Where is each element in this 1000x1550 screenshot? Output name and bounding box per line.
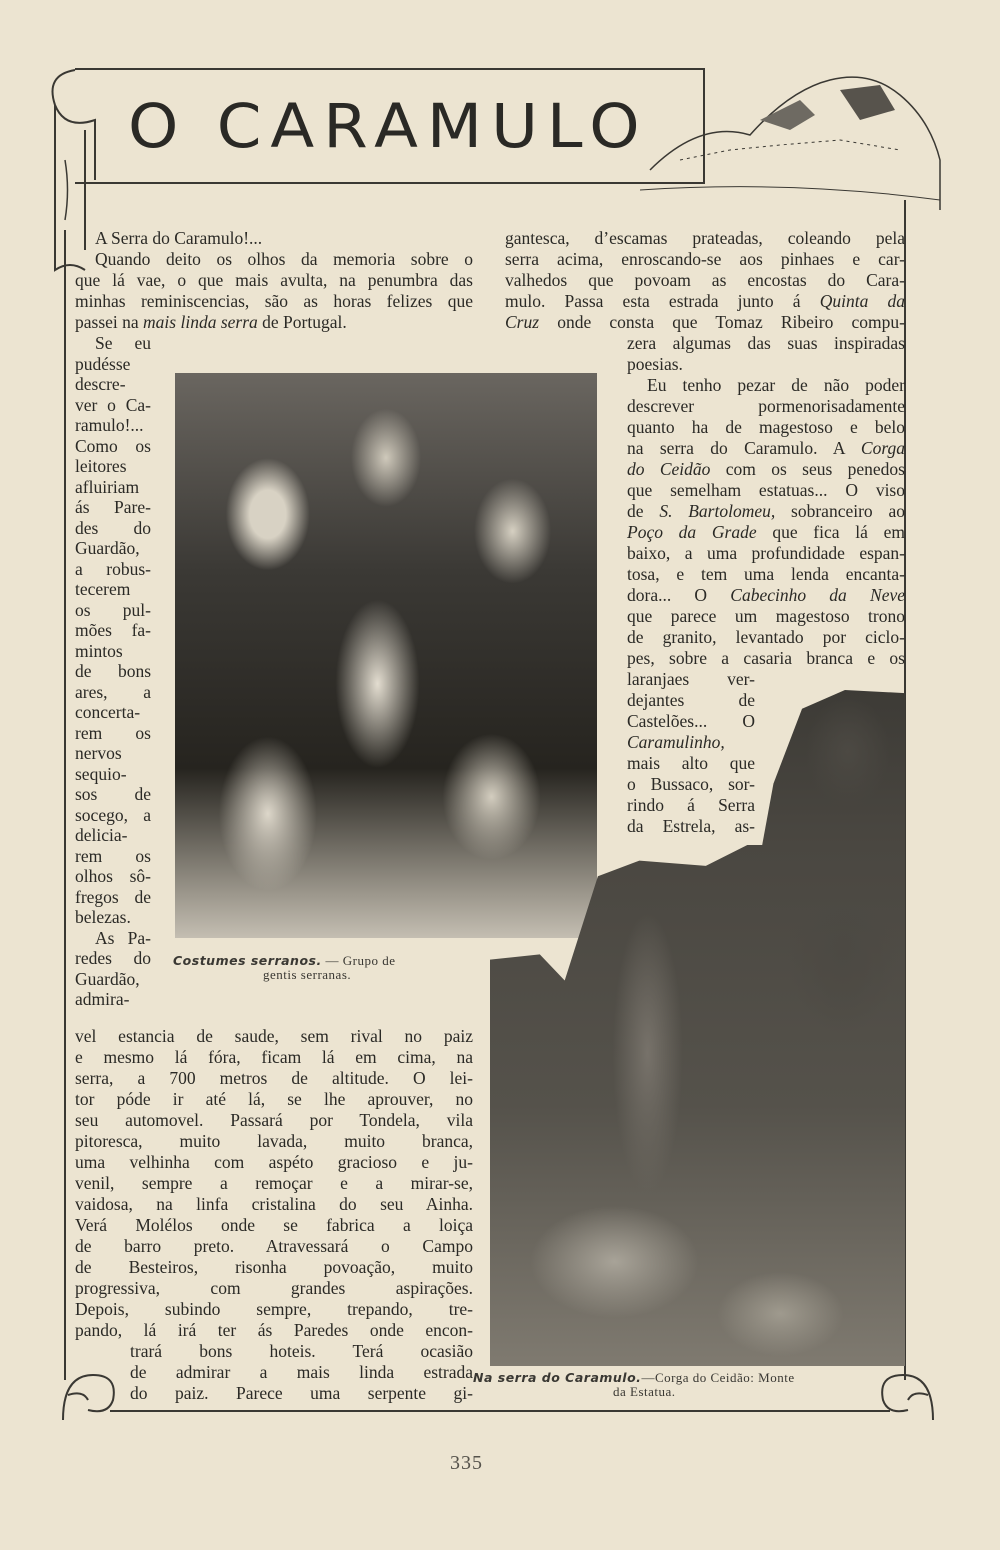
text-segment: dora... O <box>627 585 731 605</box>
text-line: concerta- <box>75 702 141 722</box>
text-line: venil, sempre a remoçar e a mirar-se, <box>75 1173 473 1193</box>
text-line: Se eu <box>95 333 151 353</box>
text-line <box>505 312 905 333</box>
text-line: leitores <box>75 456 127 476</box>
text-line: rem os <box>75 722 151 743</box>
text-line: Verá Molélos onde se fabrica a loiça <box>75 1215 473 1235</box>
caption-costumes-bold: Costumes serranos. <box>173 953 322 968</box>
text-line: rem os <box>75 845 151 866</box>
corner-ornament-icon <box>868 1365 938 1425</box>
text-line: Eu tenho pezar de não poder <box>647 375 905 395</box>
text-line: ares, a <box>75 681 151 702</box>
text-line: Quando deito os olhos da memoria sobre o <box>95 249 473 269</box>
text-line: sequio- <box>75 763 127 784</box>
text-line: belezas. <box>75 907 131 927</box>
corner-ornament-icon <box>58 1365 128 1425</box>
text-line: socego, a <box>75 804 151 825</box>
text-line: Como os <box>75 435 151 456</box>
text-line: trará bons hoteis. Terá ocasião <box>130 1341 473 1361</box>
text-line: mões fa- <box>75 620 151 640</box>
text-line: serra acima, enroscando-se aos pinhaes e car- <box>505 249 905 269</box>
text-line: nervos <box>75 743 122 763</box>
text-segment: onde consta que Tomaz Ribeiro compu- <box>539 312 905 332</box>
text-line: de Besteiros, risonha povoação, muito <box>75 1257 473 1277</box>
text-line: rindo á Serra <box>627 795 755 815</box>
text-line: de bons <box>75 661 151 681</box>
text-line: que parece um magestoso trono <box>627 606 905 626</box>
text-segment: na serra do Caramulo. A <box>627 438 861 458</box>
text-line: ramulo!... <box>75 415 144 435</box>
text-line: de granito, levantado por ciclo- <box>627 627 905 647</box>
text-line: do paiz. Parece uma serpente gi- <box>130 1383 473 1403</box>
text-line: mintos <box>75 640 123 661</box>
text-line: poesias. <box>627 354 683 374</box>
text-line: valhedos que povoam as encostas do Cara- <box>505 270 905 290</box>
text-line: o Bussaco, sor- <box>627 774 755 794</box>
text-line: progressiva, com grandes aspirações. <box>75 1278 473 1298</box>
text-segment: sobranceiro ao <box>775 501 905 521</box>
italic-text: S. Bartolomeu, <box>659 501 776 521</box>
text-line: que lá vae, o que mais avulta, na penumbra das <box>75 270 473 290</box>
text-line: laranjaes ver- <box>627 669 755 689</box>
text-line <box>505 291 905 312</box>
text-line: tecerem <box>75 579 131 599</box>
text-line: A Serra do Caramulo!... <box>95 228 263 248</box>
text-line: quanto ha de magestoso e belo <box>627 417 905 437</box>
text-line: pes, sobre a casaria branca e os <box>627 648 905 668</box>
text-line: olhos sô- <box>75 866 151 886</box>
text-segment: passei na <box>75 312 144 332</box>
text-line: os pul- <box>75 599 151 620</box>
text-line: des do <box>75 517 151 538</box>
text-line <box>627 585 905 606</box>
article-title: O CARAMULO <box>128 91 649 163</box>
italic-text: Cruz <box>505 312 540 332</box>
text-line: pando, lá irá ter ás Paredes onde encon- <box>75 1320 473 1340</box>
text-line: uma velhinha com aspéto gracioso e ju- <box>75 1152 473 1172</box>
text-line: sos de <box>75 784 151 804</box>
text-line: zera algumas das suas inspiradas <box>627 333 905 353</box>
text-line: delicia- <box>75 825 128 845</box>
text-line <box>75 312 473 333</box>
text-line <box>627 732 755 753</box>
text-line: tosa, e tem uma lenda encanta- <box>627 564 905 584</box>
text-line: Guardão, <box>75 968 140 989</box>
text-line: seu automovel. Passará por Tondela, vila <box>75 1110 473 1130</box>
text-line: tor póde ir até lá, se lhe aprouver, no <box>75 1089 473 1109</box>
text-line: serra, a 700 metros de altitude. O lei- <box>75 1068 473 1088</box>
italic-text: Quinta da <box>819 291 905 311</box>
text-line: a robus- <box>75 558 151 579</box>
italic-text: Corga <box>860 438 905 458</box>
text-segment: com os seus penedos <box>710 459 905 479</box>
italic-text: Cabecinho da Neve <box>730 585 905 605</box>
photo-serra-rock-peak <box>762 690 905 846</box>
text-line: admira- <box>75 989 130 1009</box>
text-line: baixo, a uma profundidade espan- <box>627 543 905 563</box>
page-number: 335 <box>450 1452 483 1474</box>
caption-costumes-line2: gentis serranas. <box>263 967 352 982</box>
text-segment: de Portugal. <box>257 312 347 332</box>
frame-left-rule <box>64 230 66 1380</box>
caption-costumes <box>173 954 409 982</box>
text-line: ver o Ca- <box>75 394 151 415</box>
text-line: descrever pormenorisadamente <box>627 396 905 416</box>
text-line: da Estrela, as- <box>627 816 755 836</box>
text-line: Castelões... O <box>627 711 755 731</box>
text-line: afluiriam <box>75 476 140 497</box>
text-segment: de <box>627 501 660 521</box>
text-line: Guardão, <box>75 538 140 558</box>
caption-serra-rest: —Corga do Ceidão: Monte <box>641 1370 795 1385</box>
text-line: descre- <box>75 374 126 394</box>
text-line: gantesca, d’escamas prateadas, coleando pela <box>505 228 905 248</box>
photo-costumes-serranos <box>175 373 597 938</box>
text-line: e mesmo lá fóra, ficam lá em cima, na <box>75 1047 473 1067</box>
text-line <box>627 459 905 480</box>
text-segment: mulo. Passa esta estrada junto á <box>505 291 820 311</box>
caption-serra-line2: da Estatua. <box>613 1384 676 1399</box>
caption-serra <box>473 1371 873 1399</box>
italic-text: Poço da Grade <box>627 522 757 542</box>
text-line: As Pa- <box>95 927 151 948</box>
italic-text: do Ceidão <box>627 459 711 479</box>
text-line <box>627 501 905 522</box>
text-line: pudésse <box>75 353 131 374</box>
text-line: de admirar a mais linda estrada <box>130 1362 473 1382</box>
text-line: pitoresca, muito lavada, muito branca, <box>75 1131 473 1151</box>
text-line: dejantes de <box>627 690 755 710</box>
text-line: minhas reminiscencias, são as horas felizes que <box>75 291 473 311</box>
mountain-landscape-illustration <box>640 60 960 220</box>
text-line: de barro preto. Atravessará o Campo <box>75 1236 473 1256</box>
text-line: mais alto que <box>627 753 755 773</box>
text-line: fregos de <box>75 886 151 907</box>
caption-serra-bold: Na serra do Caramulo. <box>473 1370 642 1385</box>
text-line: vel estancia de saude, sem rival no paiz <box>75 1026 473 1046</box>
text-segment: que fica lá em <box>756 522 905 542</box>
caption-costumes-rest: — Grupo de <box>321 953 396 968</box>
text-line: redes do <box>75 948 151 968</box>
text-line: ás Pare- <box>75 497 151 517</box>
text-line: que semelham estatuas... O viso <box>627 480 905 500</box>
text-line: vaidosa, na linfa cristalina do seu Ainha. <box>75 1194 473 1214</box>
text-line <box>627 438 905 459</box>
text-line <box>627 522 905 543</box>
italic-text: mais linda serra <box>143 312 258 332</box>
italic-text: Caramulinho, <box>627 732 725 752</box>
frame-bottom-rule <box>110 1410 890 1412</box>
text-line: Depois, subindo sempre, trepando, tre- <box>75 1299 473 1319</box>
